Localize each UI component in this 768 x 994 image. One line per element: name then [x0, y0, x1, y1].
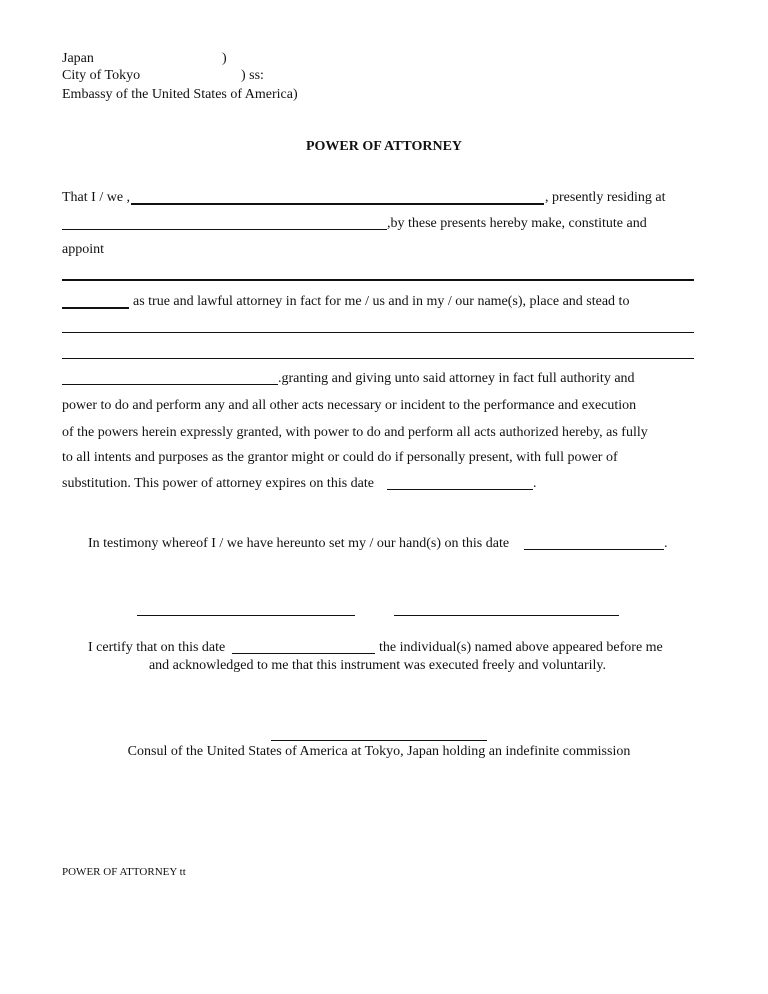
powers-blank-3[interactable]	[62, 384, 278, 385]
body-line-8: to all intents and purposes as the grantor might or could do if personally present, with full power of	[62, 450, 618, 465]
powers-blank-2[interactable]	[62, 358, 694, 359]
expiry-text: substitution. This power of attorney expires on this date	[62, 476, 374, 491]
attorney-name-continued-blank[interactable]	[62, 307, 129, 309]
attorney-in-fact-text: as true and lawful attorney in fact for me / us and in my / our name(s), place and stead to	[133, 294, 630, 309]
body-line-7: of the powers herein expressly granted, with power to do and perform all acts authorized hereby, as fully	[62, 425, 648, 440]
powers-blank-1[interactable]	[62, 332, 694, 333]
certify-text-start: I certify that on this date	[88, 640, 226, 655]
granting-text: .granting and giving unto said attorney in fact full authority and	[278, 371, 635, 386]
signature-line-1[interactable]	[137, 615, 355, 616]
grantor-label: That I / we ,	[62, 190, 131, 205]
expiry-date-blank[interactable]	[387, 489, 533, 490]
residing-label: , presently residing at	[545, 190, 666, 205]
appoint-text: appoint	[62, 242, 104, 257]
venue-country: Japan	[62, 51, 94, 66]
grantor-address-blank[interactable]	[62, 229, 387, 230]
venue-city: City of Tokyo	[62, 68, 141, 83]
venue-embassy: Embassy of the United States of America)	[62, 87, 298, 102]
consul-title: Consul of the United States of America at Tokyo, Japan holding an indefinite commission	[127, 744, 631, 759]
grantor-name-blank[interactable]	[131, 203, 544, 205]
body-line-6: power to do and perform any and all other acts necessary or incident to the performance and execution	[62, 398, 637, 413]
constitute-text: ,by these presents hereby make, constitute and	[387, 216, 647, 231]
certify-text-end: the individual(s) named above appeared before me	[379, 640, 663, 655]
venue-bracket-2: ) ss:	[241, 68, 264, 83]
testimony-period: .	[664, 536, 668, 551]
certify-line-2: and acknowledged to me that this instrument was executed freely and voluntarily.	[148, 658, 607, 673]
venue-bracket-1: )	[222, 51, 227, 66]
expiry-period: .	[533, 476, 537, 491]
page-footer: POWER OF ATTORNEY tt	[62, 866, 186, 878]
signature-line-2[interactable]	[394, 615, 619, 616]
document-title: POWER OF ATTORNEY	[305, 139, 463, 154]
testimony-date-blank[interactable]	[524, 549, 664, 550]
certify-date-blank[interactable]	[232, 653, 375, 654]
testimony-text: In testimony whereof I / we have hereunto set my / our hand(s) on this date	[88, 536, 510, 551]
attorney-name-blank[interactable]	[62, 279, 694, 281]
consul-signature-line[interactable]	[271, 740, 487, 741]
